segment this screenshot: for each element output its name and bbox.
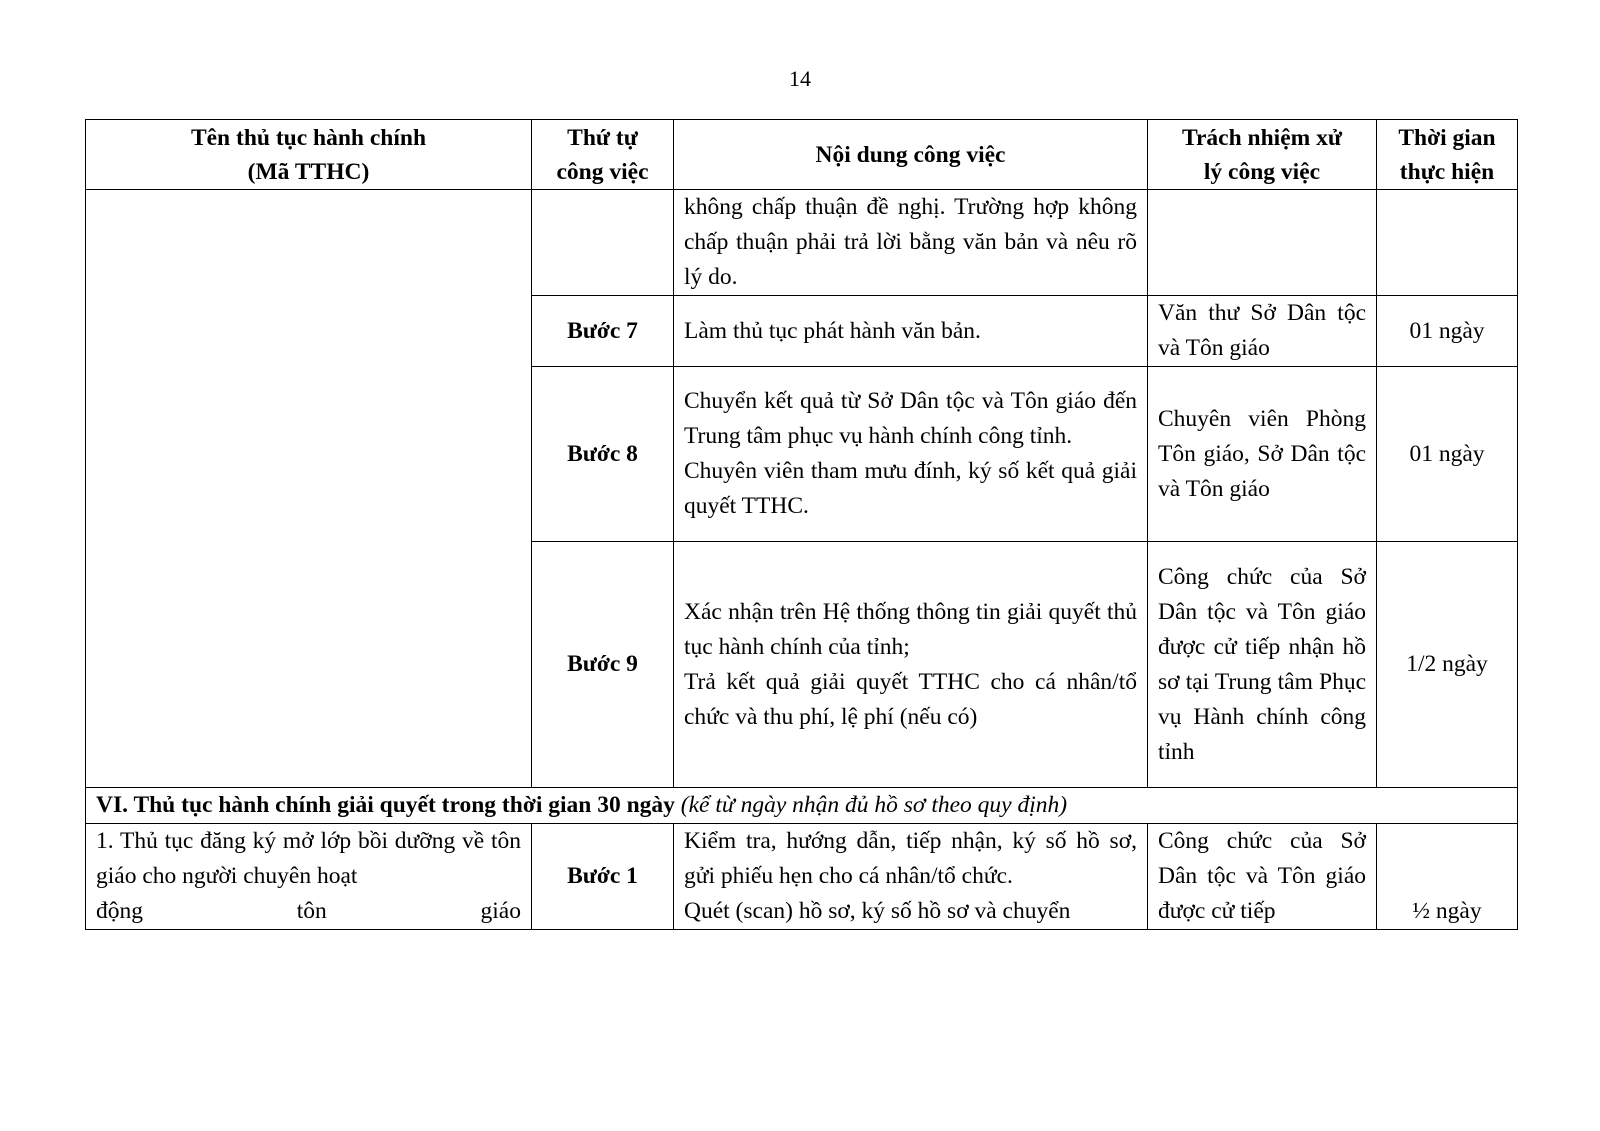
responsibility-cell: Công chức của Sở Dân tộc và Tôn giáo được cử tiếp nhận hồ sơ tại Trung tâm Phục vụ Hành chính công tỉnh <box>1148 542 1377 788</box>
responsibility-cell: Văn thư Sở Dân tộc và Tôn giáo <box>1148 296 1377 367</box>
section-row <box>86 788 1518 824</box>
table-row <box>86 824 1518 930</box>
time-cell: 1/2 ngày <box>1377 542 1518 788</box>
header-responsibility: Trách nhiệm xử lý công việc <box>1148 120 1377 190</box>
header-time: Thời gian thực hiện <box>1377 120 1518 190</box>
procedure-name-cell <box>86 824 532 930</box>
time-cell-empty <box>1377 190 1518 296</box>
responsibility-cell: Công chức của Sở Dân tộc và Tôn giáo được cử tiếp <box>1148 824 1377 930</box>
procedure-table <box>85 119 1518 930</box>
procedure-name: 1. Thủ tục đăng ký mở lớp bồi dưỡng về tôn giáo cho người chuyên hoạt <box>96 828 521 889</box>
content-cell: không chấp thuận đề nghị. Trường hợp không chấp thuận phải trả lời bằng văn bản và nêu rõ lý do. <box>674 190 1148 296</box>
time-cell: 01 ngày <box>1377 367 1518 542</box>
step-label: Bước 8 <box>532 367 674 542</box>
header-row <box>86 120 1518 190</box>
header-order: Thứ tự công việc <box>532 120 674 190</box>
responsibility-cell: Chuyên viên Phòng Tôn giáo, Sở Dân tộc và Tôn giáo <box>1148 367 1377 542</box>
content-cell: Làm thủ tục phát hành văn bản. <box>674 296 1148 367</box>
header-procedure-name: Tên thủ tục hành chính (Mã TTHC) <box>86 120 532 190</box>
procedure-name-cell-empty <box>86 190 532 788</box>
content-cell: Xác nhận trên Hệ thống thông tin giải quyết thủ tục hành chính của tỉnh; Trả kết quả giải quyết TTHC cho cá nhân/tổ chức và thu phí, lệ phí (nếu có) <box>674 542 1148 788</box>
content-cell: Kiểm tra, hướng dẫn, tiếp nhận, ký số hồ sơ, gửi phiếu hẹn cho cá nhân/tổ chức. Quét (scan) hồ sơ, ký số hồ sơ và chuyển <box>674 824 1148 930</box>
section-note: (kể từ ngày nhận đủ hồ sơ theo quy định) <box>680 792 1068 818</box>
step-cell-empty <box>532 190 674 296</box>
step-label: Bước 7 <box>532 296 674 367</box>
responsibility-cell-empty <box>1148 190 1377 296</box>
page-number: 14 <box>789 66 811 91</box>
header-content: Nội dung công việc <box>674 120 1148 190</box>
time-cell: ½ ngày <box>1377 824 1518 930</box>
procedure-name-last-line: động tôn giáo <box>96 898 521 924</box>
step-label: Bước 1 <box>532 824 674 930</box>
content-cell: Chuyển kết quả từ Sở Dân tộc và Tôn giáo đến Trung tâm phục vụ hành chính công tỉnh. Chuyên viên tham mưu đính, ký số kết quả giải quyết TTHC. <box>674 367 1148 542</box>
section-title: VI. Thủ tục hành chính giải quyết trong thời gian 30 ngày <box>96 792 675 818</box>
time-cell: 01 ngày <box>1377 296 1518 367</box>
step-label: Bước 9 <box>532 542 674 788</box>
table-row <box>86 190 1518 296</box>
section-heading <box>86 788 1518 824</box>
